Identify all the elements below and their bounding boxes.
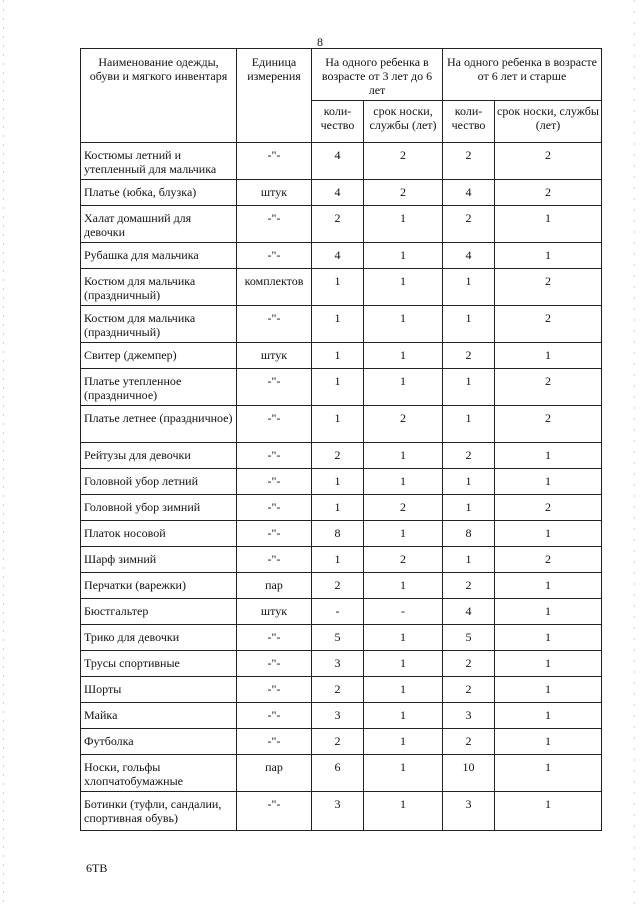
table-row [81,651,602,677]
term-age-6-plus-cell: 1 [495,677,602,703]
qty-age-3-6-cell: 4 [312,243,364,269]
qty-age-6-plus-cell: 3 [443,792,495,831]
term-age-3-6-cell: 2 [364,406,443,443]
qty-age-6-plus-cell: 1 [443,469,495,495]
item-name-cell: Перчатки (варежки) [81,573,237,599]
term-age-6-plus-cell: 1 [495,243,602,269]
term-age-6-plus-cell: 1 [495,469,602,495]
term-age-3-6-cell: 2 [364,547,443,573]
unit-cell: -"- [237,792,312,831]
unit-cell: -"- [237,143,312,180]
term-age-6-plus-cell: 1 [495,755,602,792]
unit-cell: пар [237,573,312,599]
qty-age-6-plus-cell: 2 [443,206,495,243]
item-name-cell: Бюстгальтер [81,599,237,625]
term-age-3-6-cell: 1 [364,792,443,831]
header-age-6-plus: На одного ребенка в возрасте от 6 лет и старше [443,49,602,101]
table-row [81,469,602,495]
term-age-6-plus-cell: 1 [495,729,602,755]
table-row [81,206,602,243]
qty-age-6-plus-cell: 2 [443,443,495,469]
term-age-6-plus-cell: 2 [495,269,602,306]
qty-age-3-6-cell: 2 [312,443,364,469]
item-name-cell: Трико для девочки [81,625,237,651]
item-name-cell: Ботинки (туфли, сандалии, спортивная обувь) [81,792,237,831]
qty-age-3-6-cell: 6 [312,755,364,792]
term-age-6-plus-cell: 1 [495,625,602,651]
term-age-3-6-cell: 1 [364,573,443,599]
qty-age-6-plus-cell: 8 [443,521,495,547]
term-age-6-plus-cell: 1 [495,792,602,831]
qty-age-6-plus-cell: 1 [443,495,495,521]
table-row [81,306,602,343]
table-row [81,369,602,406]
qty-age-6-plus-cell: 2 [443,573,495,599]
unit-cell: штук [237,599,312,625]
header-item-name: Наименование одежды, обуви и мягкого инвентаря [81,49,237,143]
term-age-6-plus-cell: 2 [495,495,602,521]
footer-code: 6ТВ [86,861,108,875]
item-name-cell: Халат домашний для девочки [81,206,237,243]
item-name-cell: Майка [81,703,237,729]
table-row [81,243,602,269]
term-age-3-6-cell: 2 [364,143,443,180]
item-name-cell: Рубашка для мальчика [81,243,237,269]
term-age-3-6-cell: 1 [364,703,443,729]
unit-cell: -"- [237,625,312,651]
item-name-cell: Футболка [81,729,237,755]
page-number: 8 [317,35,323,49]
item-name-cell: Платок носовой [81,521,237,547]
term-age-3-6-cell: 1 [364,755,443,792]
term-age-6-plus-cell: 2 [495,143,602,180]
term-age-3-6-cell: 1 [364,243,443,269]
table-row [81,547,602,573]
term-age-6-plus-cell: 2 [495,547,602,573]
qty-age-3-6-cell: 8 [312,521,364,547]
item-name-cell: Платье (юбка, блузка) [81,180,237,206]
term-age-3-6-cell: 1 [364,306,443,343]
qty-age-6-plus-cell: 10 [443,755,495,792]
term-age-3-6-cell: 2 [364,180,443,206]
qty-age-3-6-cell: 2 [312,206,364,243]
term-age-6-plus-cell: 1 [495,443,602,469]
item-name-cell: Шорты [81,677,237,703]
unit-cell: -"- [237,521,312,547]
clothing-norms-table [80,48,602,831]
item-name-cell: Платье утепленное (праздничное) [81,369,237,406]
item-name-cell: Головной убор летний [81,469,237,495]
header-term-age-6-plus: срок носки, службы (лет) [495,101,602,143]
term-age-6-plus-cell: 1 [495,206,602,243]
term-age-3-6-cell: 1 [364,269,443,306]
item-name-cell: Свитер (джемпер) [81,343,237,369]
term-age-3-6-cell: 1 [364,625,443,651]
qty-age-3-6-cell: 4 [312,143,364,180]
table-body [81,143,602,831]
qty-age-3-6-cell: 3 [312,651,364,677]
qty-age-6-plus-cell: 1 [443,547,495,573]
qty-age-6-plus-cell: 4 [443,243,495,269]
unit-cell: комплектов [237,269,312,306]
term-age-3-6-cell: 1 [364,206,443,243]
qty-age-6-plus-cell: 3 [443,703,495,729]
table-row [81,677,602,703]
qty-age-6-plus-cell: 1 [443,306,495,343]
term-age-6-plus-cell: 2 [495,180,602,206]
item-name-cell: Костюмы летний и утепленный для мальчика [81,143,237,180]
table-row [81,180,602,206]
qty-age-6-plus-cell: 1 [443,369,495,406]
qty-age-3-6-cell: 2 [312,573,364,599]
qty-age-3-6-cell: 2 [312,729,364,755]
term-age-6-plus-cell: 2 [495,306,602,343]
table-row [81,625,602,651]
term-age-3-6-cell: 1 [364,521,443,547]
item-name-cell: Трусы спортивные [81,651,237,677]
item-name-cell: Головной убор зимний [81,495,237,521]
header-unit: Единица измерения [237,49,312,143]
term-age-6-plus-cell: 2 [495,406,602,443]
item-name-cell: Платье летнее (праздничное) [81,406,237,443]
header-term-age-3-6: срок носки, службы (лет) [364,101,443,143]
unit-cell: -"- [237,406,312,443]
qty-age-6-plus-cell: 5 [443,625,495,651]
term-age-6-plus-cell: 1 [495,703,602,729]
term-age-6-plus-cell: 1 [495,599,602,625]
unit-cell: пар [237,755,312,792]
header-age-3-6: На одного ребенка в возрасте от 3 лет до 6 лет [312,49,443,101]
qty-age-6-plus-cell: 2 [443,651,495,677]
qty-age-6-plus-cell: 2 [443,729,495,755]
term-age-3-6-cell: 2 [364,495,443,521]
qty-age-3-6-cell: 1 [312,469,364,495]
table-row [81,343,602,369]
table-row [81,143,602,180]
qty-age-3-6-cell: 1 [312,495,364,521]
term-age-6-plus-cell: 1 [495,521,602,547]
term-age-6-plus-cell: 1 [495,651,602,677]
qty-age-6-plus-cell: 2 [443,343,495,369]
item-name-cell: Костюм для мальчика (праздничный) [81,269,237,306]
qty-age-3-6-cell: 3 [312,703,364,729]
unit-cell: -"- [237,547,312,573]
unit-cell: -"- [237,729,312,755]
term-age-3-6-cell: - [364,599,443,625]
item-name-cell: Носки, гольфы хлопчатобумажные [81,755,237,792]
unit-cell: -"- [237,243,312,269]
qty-age-3-6-cell: - [312,599,364,625]
qty-age-3-6-cell: 2 [312,677,364,703]
item-name-cell: Рейтузы для девочки [81,443,237,469]
qty-age-3-6-cell: 1 [312,547,364,573]
qty-age-3-6-cell: 1 [312,369,364,406]
unit-cell: -"- [237,651,312,677]
table-row [81,729,602,755]
unit-cell: -"- [237,495,312,521]
term-age-3-6-cell: 1 [364,469,443,495]
table-row [81,521,602,547]
item-name-cell: Костюм для мальчика (праздничный) [81,306,237,343]
qty-age-6-plus-cell: 2 [443,677,495,703]
unit-cell: штук [237,343,312,369]
qty-age-3-6-cell: 5 [312,625,364,651]
qty-age-6-plus-cell: 4 [443,180,495,206]
header-qty-age-6-plus: коли-чество [443,101,495,143]
unit-cell: -"- [237,469,312,495]
term-age-6-plus-cell: 1 [495,343,602,369]
qty-age-6-plus-cell: 1 [443,406,495,443]
scan-edge-left [3,0,4,905]
qty-age-6-plus-cell: 2 [443,143,495,180]
unit-cell: -"- [237,443,312,469]
qty-age-3-6-cell: 4 [312,180,364,206]
qty-age-3-6-cell: 3 [312,792,364,831]
unit-cell: -"- [237,677,312,703]
table-row [81,269,602,306]
qty-age-3-6-cell: 1 [312,306,364,343]
term-age-3-6-cell: 1 [364,443,443,469]
table-row [81,792,602,831]
qty-age-6-plus-cell: 1 [443,269,495,306]
unit-cell: -"- [237,703,312,729]
term-age-6-plus-cell: 2 [495,369,602,406]
table-row [81,703,602,729]
header-qty-age-3-6: коли-чество [312,101,364,143]
table-row [81,406,602,443]
table-row [81,495,602,521]
table-row [81,443,602,469]
scan-edge-right [634,0,635,905]
unit-cell: -"- [237,306,312,343]
qty-age-3-6-cell: 1 [312,406,364,443]
qty-age-3-6-cell: 1 [312,269,364,306]
table-row [81,755,602,792]
table-row [81,573,602,599]
unit-cell: -"- [237,369,312,406]
table-row [81,599,602,625]
unit-cell: -"- [237,206,312,243]
term-age-3-6-cell: 1 [364,369,443,406]
qty-age-6-plus-cell: 4 [443,599,495,625]
qty-age-3-6-cell: 1 [312,343,364,369]
item-name-cell: Шарф зимний [81,547,237,573]
term-age-3-6-cell: 1 [364,651,443,677]
term-age-3-6-cell: 1 [364,343,443,369]
term-age-6-plus-cell: 1 [495,573,602,599]
unit-cell: штук [237,180,312,206]
term-age-3-6-cell: 1 [364,677,443,703]
term-age-3-6-cell: 1 [364,729,443,755]
